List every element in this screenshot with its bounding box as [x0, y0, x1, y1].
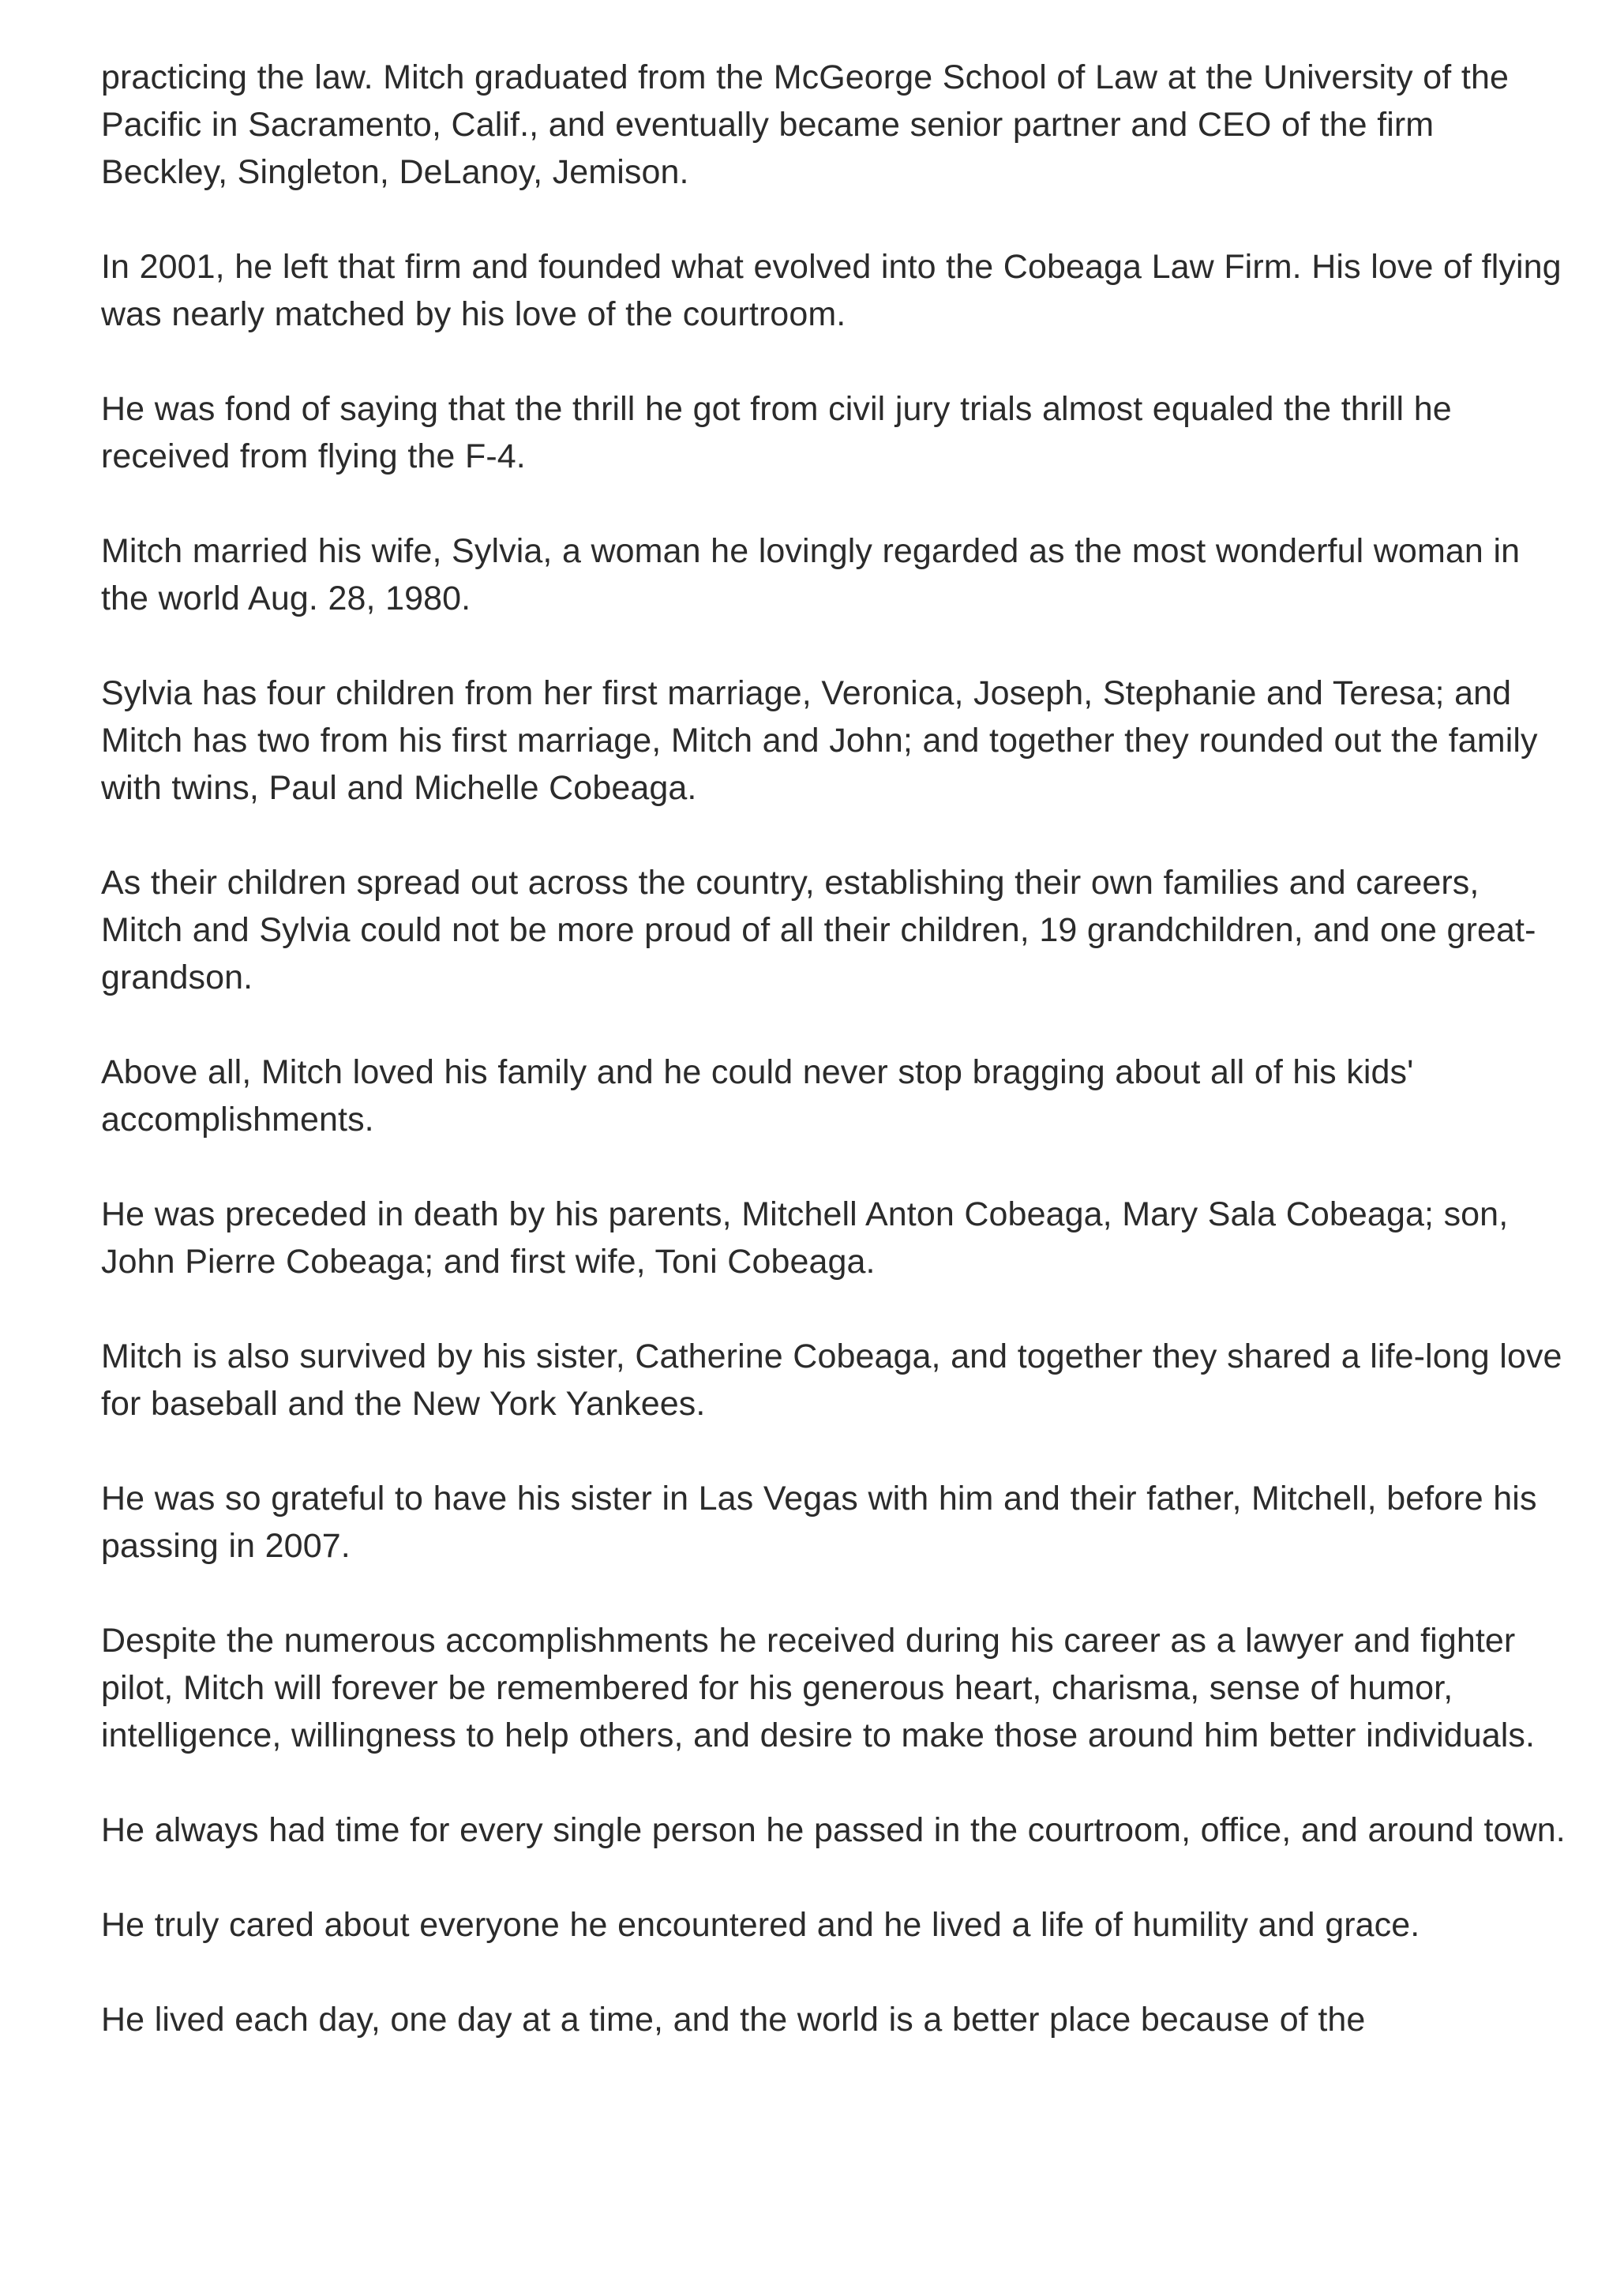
paragraph-4: Mitch married his wife, Sylvia, a woman he lovingly regarded as the most wonderful woman in the world Aug. 28, 1980.	[101, 532, 1521, 617]
paragraph-14: He lived each day, one day at a time, and the world is a better place because of the	[101, 2001, 1366, 2039]
paragraph-2: In 2001, he left that firm and founded what evolved into the Cobeaga Law Firm. His love of flying was nearly matched by his love of the courtroom.	[101, 248, 1562, 333]
paragraph-6: As their children spread out across the country, establishing their own families and careers, Mitch and Sylvia could not be more proud of all their children, 19 grandchildren, and one great-grandson.	[101, 864, 1536, 996]
paragraph-1: practicing the law. Mitch graduated from the McGeorge School of Law at the University of the Pacific in Sacramento, Calif., and eventually became senior partner and CEO of the firm Beckley, Singleton, DeLanoy, Jemison.	[101, 58, 1509, 191]
paragraph-8: He was preceded in death by his parents, Mitchell Anton Cobeaga, Mary Sala Cobeaga; son, John Pierre Cobeaga; and first wife, Toni Cobeaga.	[101, 1195, 1509, 1281]
paragraph-3: He was fond of saying that the thrill he got from civil jury trials almost equaled the thrill he received from flying the F-4.	[101, 390, 1452, 475]
paragraph-9: Mitch is also survived by his sister, Catherine Cobeaga, and together they shared a life-long love for baseball and the New York Yankees.	[101, 1337, 1562, 1423]
document-body	[101, 54, 1570, 2091]
paragraph-10: He was so grateful to have his sister in Las Vegas with him and their father, Mitchell, before his passing in 2007.	[101, 1480, 1537, 1565]
paragraph-7: Above all, Mitch loved his family and he could never stop bragging about all of his kids' accomplishments.	[101, 1053, 1414, 1139]
paragraph-13: He truly cared about everyone he encountered and he lived a life of humility and grace.	[101, 1906, 1420, 1944]
paragraph-11: Despite the numerous accomplishments he received during his career as a lawyer and fighter pilot, Mitch will forever be remembered for his generous heart, charisma, sense of humor, intelligence, willingness to help others, and desire to make those around him better individuals.	[101, 1622, 1536, 1754]
paragraph-12: He always had time for every single person he passed in the courtroom, office, and around town.	[101, 1811, 1566, 1849]
paragraph-5: Sylvia has four children from her first marriage, Veronica, Joseph, Stephanie and Teresa; and Mitch has two from his first marriage, Mitch and John; and together they rounded out the family with twins, Paul and Michelle Cobeaga.	[101, 674, 1538, 807]
